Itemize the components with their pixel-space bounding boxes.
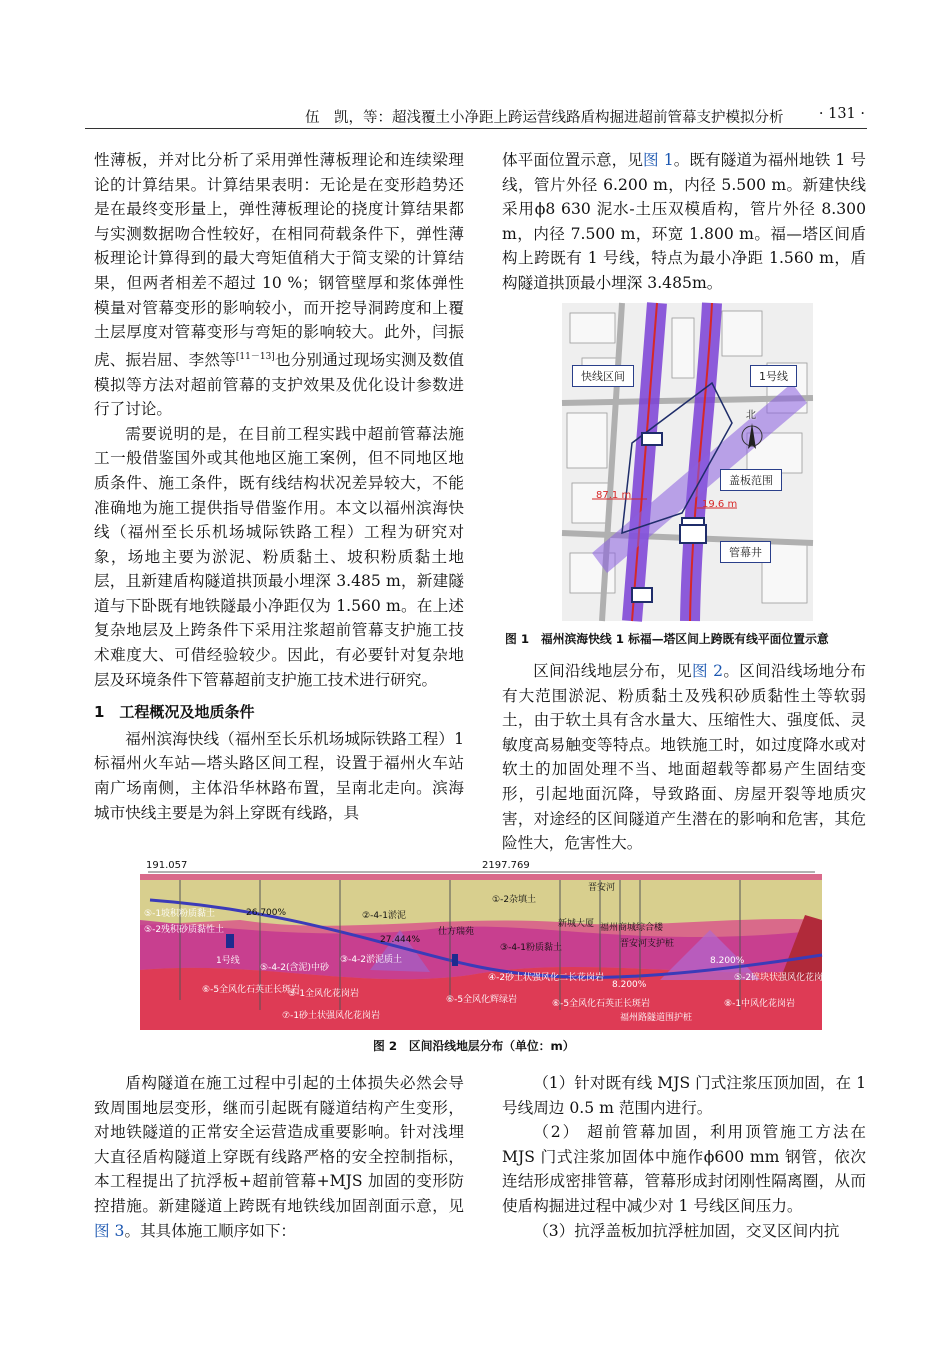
profile-label: ⑤-1坡积粉质黏土 bbox=[144, 909, 216, 919]
label-pipe-shaft: 管幕井 bbox=[720, 541, 771, 563]
right-column-top bbox=[502, 148, 866, 296]
profile-label: ③-4-1粉质黏土 bbox=[500, 943, 563, 953]
paragraph: 福州滨海快线（福州至长乐机场城际铁路工程）1 标福州火车站—塔头路区间工程，设置于福州火车站南广场南侧，主体沿华林路布置，呈南北走向。滨海城市快线主要是为斜上穿既有线路，具 bbox=[94, 729, 464, 822]
profile-dim-left: 191.057 bbox=[146, 860, 188, 871]
profile-label: 8.200% bbox=[612, 980, 647, 990]
profile-dim-right: 2197.769 bbox=[482, 860, 530, 871]
paragraph bbox=[94, 1071, 464, 1243]
text-run: 盾构隧道在施工过程中引起的土体损失必然会导致周围地层变形，继而引起既有隧道结构产生变形，对地铁隧道的正常安全运营造成重要影响。针对浅埋大直径盾构隧道上穿既有线路严格的安全控制指标，本工程提出了抗浮板+超前管幕+MJS 加固的变形防控措施。新建隧道上跨既有地铁线加固剖面示意，见 bbox=[94, 1074, 464, 1215]
section-heading: 1 工程概况及地质条件 bbox=[94, 703, 255, 722]
paragraph bbox=[502, 148, 866, 296]
profile-label: ③-4-2淤泥质土 bbox=[340, 955, 403, 965]
text-run: 性薄板，并对比分析了采用弹性薄板理论和连续梁理论的计算结果。计算结果表明：无论是在变形趋势还是在最终变形量上，弹性薄板理论的挠度计算结果都与实测数据吻合性较好，在相同荷载条件下，弹性薄板理论计算得到的最大弯矩值稍大于简支梁的计算结果，但两者相差不超过 10 %；钢管壁厚和浆体弹性模量对管幕变形的影响较小，而开挖导洞跨度和上覆土层厚度对管幕变形与弯矩的影响较大。此外，闫振虎、振岩屈、李然等 bbox=[94, 151, 464, 369]
figure-2-caption: 图 2 区间沿线地层分布（单位：m） bbox=[373, 1039, 575, 1053]
figure-link[interactable]: 图 3 bbox=[94, 1221, 125, 1240]
dim-label-left: 87.1 m bbox=[596, 490, 632, 501]
running-header bbox=[85, 104, 867, 129]
profile-label: ⑤-4-2(含泥)中砂 bbox=[260, 963, 330, 973]
figure-link[interactable]: 图 2 bbox=[692, 662, 724, 680]
profile-label: 新城大厦 bbox=[558, 919, 595, 929]
profile-label: ①-2杂填土 bbox=[492, 895, 537, 905]
figure-1-map bbox=[562, 303, 813, 621]
list-item: （2） 超前管幕加固，利用顶管施工方法在 MJS 门式注浆加固体中施作ϕ600 mm 钢管，依次连结形成密排管幕，管幕形成封闭刚性隔离圈，从而使盾构掘进过程中减少对 1 号线区间压力。 bbox=[502, 1123, 866, 1215]
list-item: （1）针对既有线 MJS 门式注浆压顶加固，在 1 号线周边 0.5 m 范围内进行。 bbox=[502, 1074, 866, 1117]
page-number: · 131 · bbox=[818, 106, 865, 122]
profile-label: 福州路隧道围护桩 bbox=[620, 1013, 693, 1023]
citation[interactable]: [11－13] bbox=[235, 351, 275, 362]
right-column-mid bbox=[502, 659, 866, 856]
dim-label-right: 19.6 m bbox=[702, 499, 738, 510]
profile-label: 晋安河支护桩 bbox=[620, 939, 675, 949]
profile-label: ②-4-1淤泥 bbox=[362, 911, 407, 921]
text-run: 。既有隧道为福州地铁 1 号线，管片外径 6.200 m，内径 5.500 m。新建快线采用ϕ8 630 泥水-土压双模盾构，管片外径 8.300 m，内径 7.500 m，环宽 1.800 m。福—塔区间盾构上跨既有 1 号线，特点为最小净距 1.560 m，盾构隧道拱顶最小埋深 3.485m。 bbox=[502, 151, 866, 292]
text-run: 也分别通过现场实测及数值模拟等方法对超前管幕的支护效果及优化设计参数进行了讨论。 bbox=[94, 350, 464, 419]
profile-label: ⑥-5全风化辉绿岩 bbox=[446, 995, 518, 1005]
label-express-section: 快线区间 bbox=[572, 365, 634, 387]
line1-marker bbox=[452, 954, 458, 966]
bottom-left-column bbox=[94, 1071, 464, 1243]
figure-2-profile bbox=[140, 860, 833, 1030]
profile-label: 1号线 bbox=[216, 956, 240, 966]
paragraph bbox=[94, 148, 464, 422]
profile-label: 晋安河 bbox=[588, 883, 616, 893]
profile-label: 福州商城综合楼 bbox=[600, 923, 664, 933]
label-cover-range: 盖板范围 bbox=[720, 469, 782, 491]
bottom-right-column bbox=[502, 1071, 866, 1243]
profile-label: ⑥-5全风化石英正长斑岩 bbox=[202, 985, 301, 995]
profile-label: ⑧-1中风化花岗岩 bbox=[724, 999, 796, 1009]
paragraph: 需要说明的是，在目前工程实践中超前管幕法施工一般借鉴国外或其他地区施工案例，但不同地区地质条件、施工条件，既有线结构状况差异较大，不能准确地为施工提供指导借鉴作用。本文以福州滨海快线（福州至长乐机场城际铁路工程）工程为研究对象，场地主要为淤泥、粉质黏土、坡积粉质黏土地层，且新建盾构隧道拱顶最小埋深 3.485 m，新建隧道与下卧既有地铁隧最小净距仅为 1.560 m。在上述复杂地层及上跨条件下采用注浆超前管幕支护施工技术难度大、可借经验较少。因此，有必要针对复杂地层及环境条件下管幕超前支护施工技术进行研究。 bbox=[94, 424, 464, 689]
text-run: 体平面位置示意，见 bbox=[502, 151, 644, 169]
line1-marker bbox=[226, 934, 234, 948]
map-drawing bbox=[562, 303, 813, 621]
profile-label: 8.200% bbox=[710, 956, 745, 966]
profile-label: ⑥-5全风化石英正长斑岩 bbox=[552, 999, 651, 1009]
label-north: 北 bbox=[746, 410, 756, 421]
layer-fill bbox=[140, 880, 822, 926]
figure-1-caption: 图 1 福州滨海快线 1 标福—塔区间上跨既有线平面位置示意 bbox=[505, 632, 829, 646]
text-run: 。区间沿线场地分布有大范围淤泥、粉质黏土及残积砂质黏性土等软弱土，由于软土具有含水量大、压缩性大、强度低、灵敏度高易触变等特点。地铁施工时，如过度降水或对软土的加固处理不当、地面超载等都易产生固结变形，引起地面沉降，导致路面、房屋开裂等地质灾害，对途经的区间隧道产生潜在的影响和危害，其危险性大，危害性大。 bbox=[502, 662, 866, 853]
profile-label: ④-2砂土状强风化二长花岗岩 bbox=[488, 973, 605, 983]
profile-label: ⑤-1全风化花岗岩 bbox=[288, 989, 360, 999]
figure-link[interactable]: 图 1 bbox=[643, 151, 674, 169]
paragraph bbox=[502, 659, 866, 856]
profile-label: 27.444% bbox=[380, 935, 421, 945]
text-run: 区间沿线地层分布，见 bbox=[533, 662, 692, 680]
header-title: 伍 凯，等：超浅覆土小净距上跨运营线路盾构掘进超前管幕支护模拟分析 bbox=[305, 110, 784, 126]
left-column bbox=[94, 148, 464, 825]
profile-label: ⑤-2碎块状强风化花岗岩 bbox=[734, 973, 833, 983]
profile-label: ⑦-1砂土状强风化花岗岩 bbox=[282, 1011, 381, 1021]
label-line1: 1号线 bbox=[750, 365, 797, 387]
profile-label: ⑤-2残积砂质黏性土 bbox=[144, 925, 225, 935]
list-item: （3）抗浮盖板加抗浮桩加固，交叉区间内抗 bbox=[533, 1221, 840, 1240]
profile-label: 仕方瑞苑 bbox=[438, 927, 475, 937]
text-run: 。其具体施工顺序如下： bbox=[124, 1221, 297, 1240]
profile-label: 26.700% bbox=[246, 908, 287, 918]
